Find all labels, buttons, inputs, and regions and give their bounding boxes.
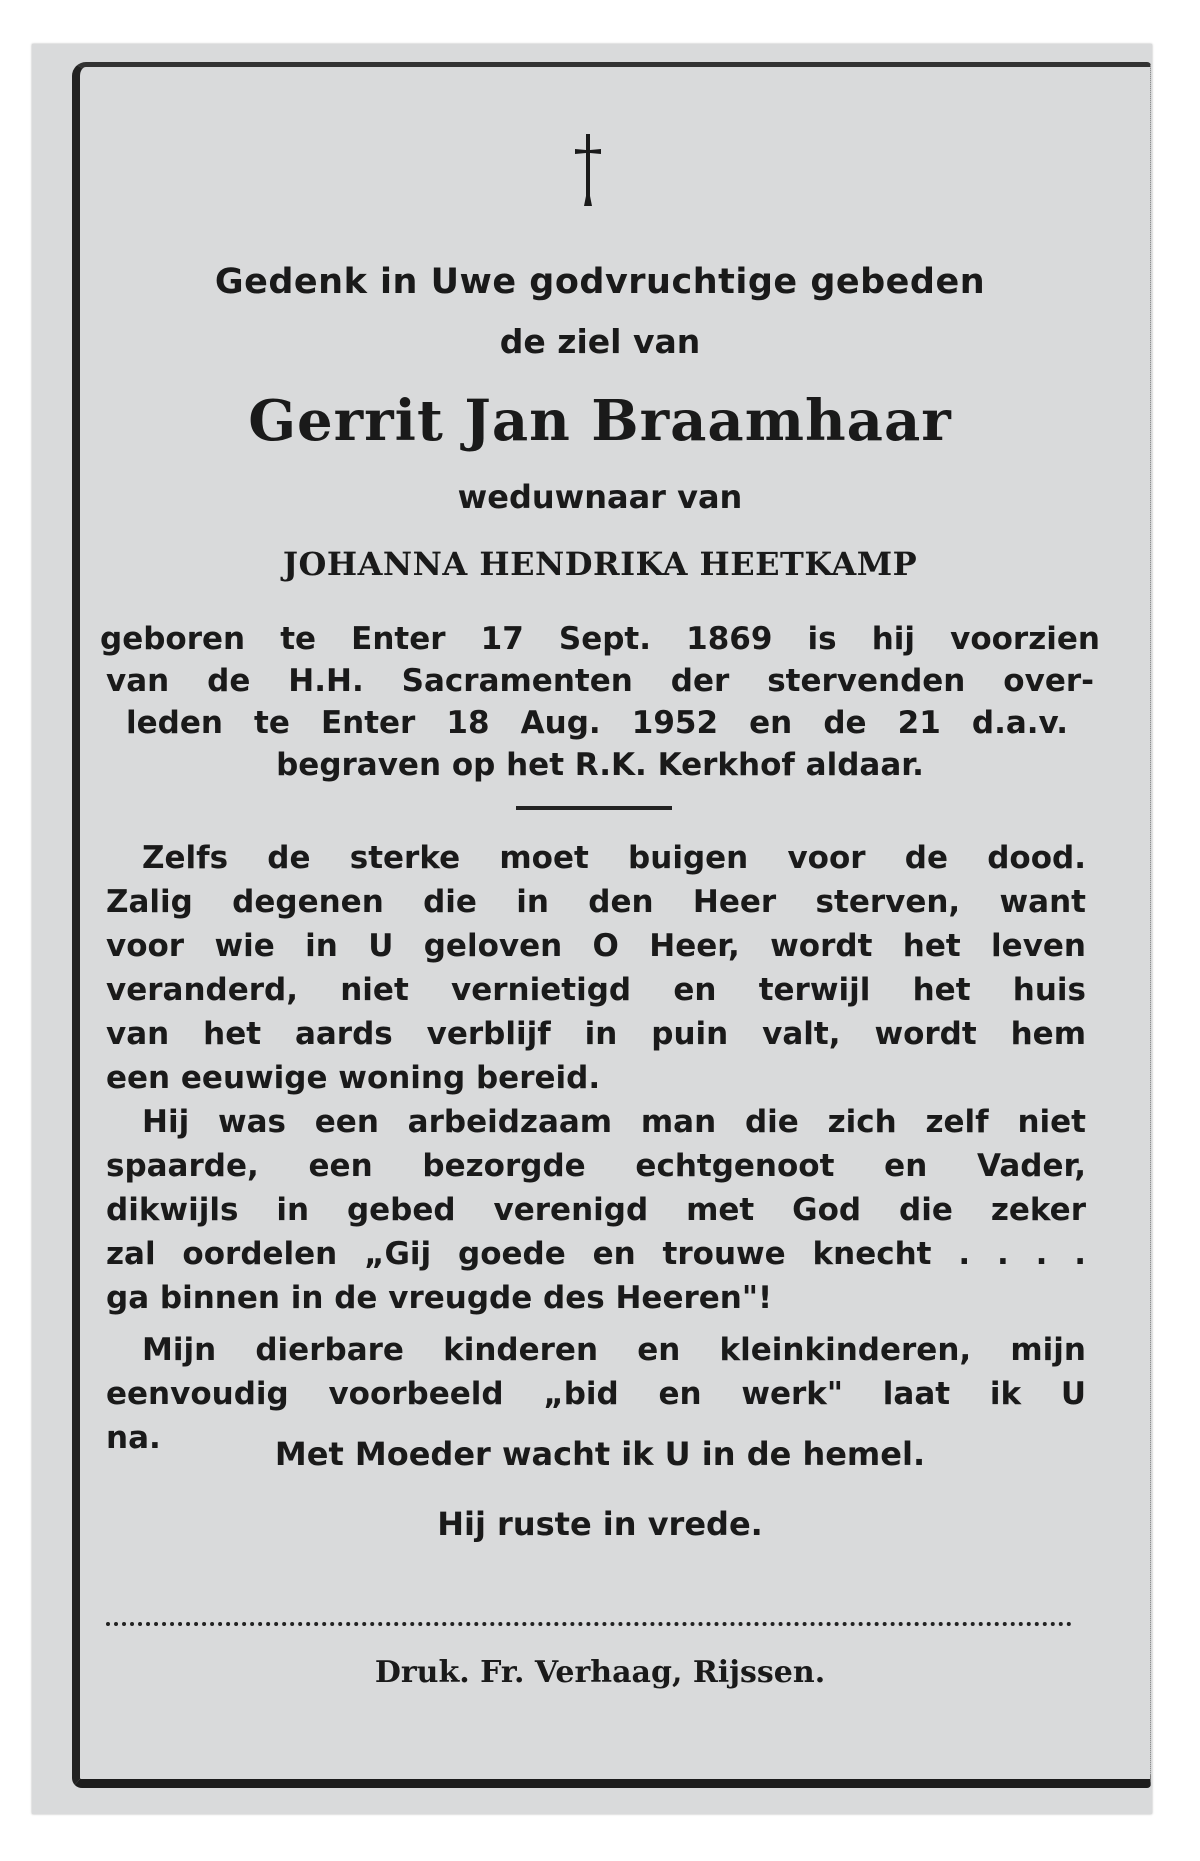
- bio-line: van de H.H. Sacramenten der stervenden over-: [106, 663, 1094, 699]
- bio-line: begraven op het R.K. Kerkhof aldaar.: [276, 747, 924, 783]
- intro-line-1: Gedenk in Uwe godvruchtige gebeden: [214, 262, 986, 302]
- section-divider: [516, 806, 672, 810]
- closing-line-2: Hij ruste in vrede.: [437, 1505, 763, 1543]
- printer-credit: Druk. Fr. Verhaag, Rijssen.: [374, 1655, 826, 1690]
- bio-line: geboren te Enter 17 Sept. 1869 is hij voorzien: [100, 621, 1100, 657]
- spouse-name: JOHANNA HENDRIKA HEETKAMP: [282, 545, 918, 583]
- verse-line: Zelfs de sterke moet buigen voor de dood.: [142, 840, 1086, 876]
- bio-line: leden te Enter 18 Aug. 1952 en de 21 d.a.v.: [126, 705, 1068, 741]
- verse-paragraph: [106, 836, 1086, 1460]
- deceased-name: Gerrit Jan Braamhaar: [248, 388, 952, 454]
- widower-of-label: weduwnaar van: [457, 478, 743, 516]
- verse-line: veranderd, niet vernietigd en terwijl het huis: [106, 972, 1086, 1008]
- biography-paragraph: [100, 618, 1100, 786]
- cross-icon: [568, 132, 608, 212]
- verse-line: eenvoudig voorbeeld „bid en werk" laat ik U: [106, 1376, 1086, 1412]
- verse-line: ga binnen in de vreugde des Heeren"!: [106, 1280, 773, 1316]
- verse-line: na.: [106, 1420, 161, 1456]
- verse-line: van het aards verblijf in puin valt, wordt hem: [106, 1016, 1086, 1052]
- verse-line: spaarde, een bezorgde echtgenoot en Vader,: [106, 1148, 1086, 1184]
- verse-line: Hij was een arbeidzaam man die zich zelf niet: [142, 1104, 1086, 1140]
- closing-line-1: Met Moeder wacht ik U in de hemel.: [274, 1435, 926, 1473]
- intro-line-2: de ziel van: [499, 322, 701, 361]
- verse-line: zal oordelen „Gij goede en trouwe knecht . . . .: [106, 1236, 1086, 1272]
- verse-line: een eeuwige woning bereid.: [106, 1060, 601, 1096]
- dotted-rule: [106, 1622, 1072, 1626]
- verse-line: voor wie in U geloven O Heer, wordt het leven: [106, 928, 1086, 964]
- verse-line: Zalig degenen die in den Heer sterven, want: [106, 884, 1086, 920]
- verse-line: dikwijls in gebed verenigd met God die zeker: [106, 1192, 1086, 1228]
- verse-line: Mijn dierbare kinderen en kleinkinderen, mijn: [142, 1332, 1086, 1368]
